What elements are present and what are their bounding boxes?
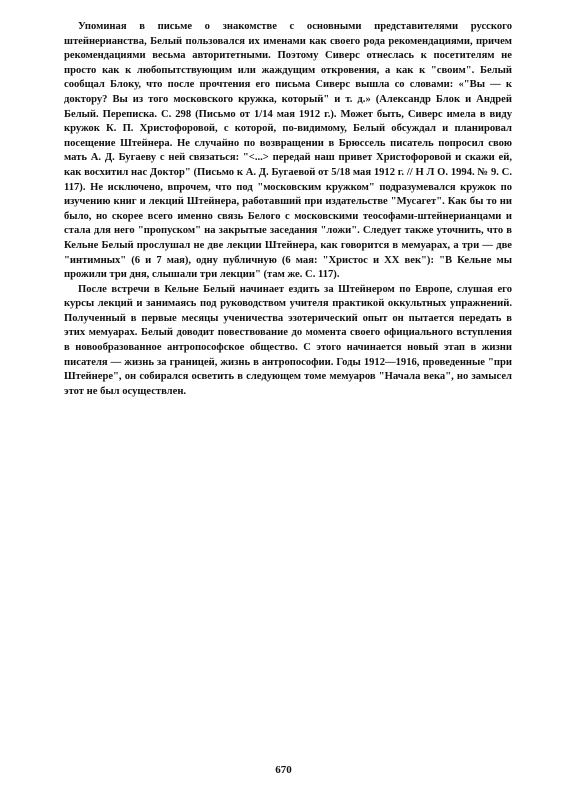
page-number: 670 (275, 764, 292, 776)
paragraph-1: Упоминая в письме о знакомстве с основными представителями русского штейнерианства, Белый пользовался их именами как своего рода рекомендациями, причем рекомендациями весьма авторитетными. Поэтому Сиверс отнеслась к посетителям не просто как к любопытствующим или жаждущим откровения, а как к "своим". Белый сообщал Блоку, что после прочтения его письма Сиверс вышла со словами: «"Вы — к доктору? Вы из того московского кружка, который" и т. д.» (Александр Блок и Андрей Белый. Переписка. С. 298 (Письмо от 1/14 мая 1912 г.). Может быть, Сиверс имела в виду кружок К. П. Христофоровой, с которой, по-видимому, Белый обсуждал и планировал посещение Штейнера. Не случайно по возвращении в Брюссель писатель попросил свою мать А. Д. Бугаеву с ней связаться: "<...> передай наш привет Христофоровой и скажи ей, как восхитил нас Доктор" (Письмо к А. Д. Бугаевой от 5/18 мая 1912 г. // Н Л О. 1994. № 9. С. 117). Не исключено, впрочем, что под "московским кружком" подразумевался кружок по изучению книг и лекций Штейнера, работавший при издательстве "Мусагет". Как бы то ни было, но скорее всего именно связь Белого с московскими теософами-штейнерианцами и стала для него "пропуском" на закрытые заседания "ложи". Следует также уточнить, что в Кельне Белый прослушал не две лекции Штейнера, как говорится в мемуарах, а три — две "интимных" (6 и 7 мая), одну публичную (6 мая: "Христос и XX век"): "В Кельне мы прожили три дня, слышали три лекции" (там же. С. 117). (64, 21, 512, 281)
paragraph-2: После встречи в Кельне Белый начинает ездить за Штейнером по Европе, слушая его курсы лекций и занимаясь под руководством учителя практикой оккультных упражнений. Полученный в первые месяцы ученичества эзотерический опыт он пытается передать в этих мемуарах. Белый доводит повествование до момента своего официального вступления в новообразованное антропософское общество. С этого начинается новый этап в жизни писателя — жизнь за границей, жизнь в антропософии. Годы 1912—1916, проведенные "при Штейнере", он собирался осветить в следующем томе мемуаров "Начала века", но замысел этот не был осуществлен. (64, 283, 512, 397)
body-text (64, 20, 512, 399)
